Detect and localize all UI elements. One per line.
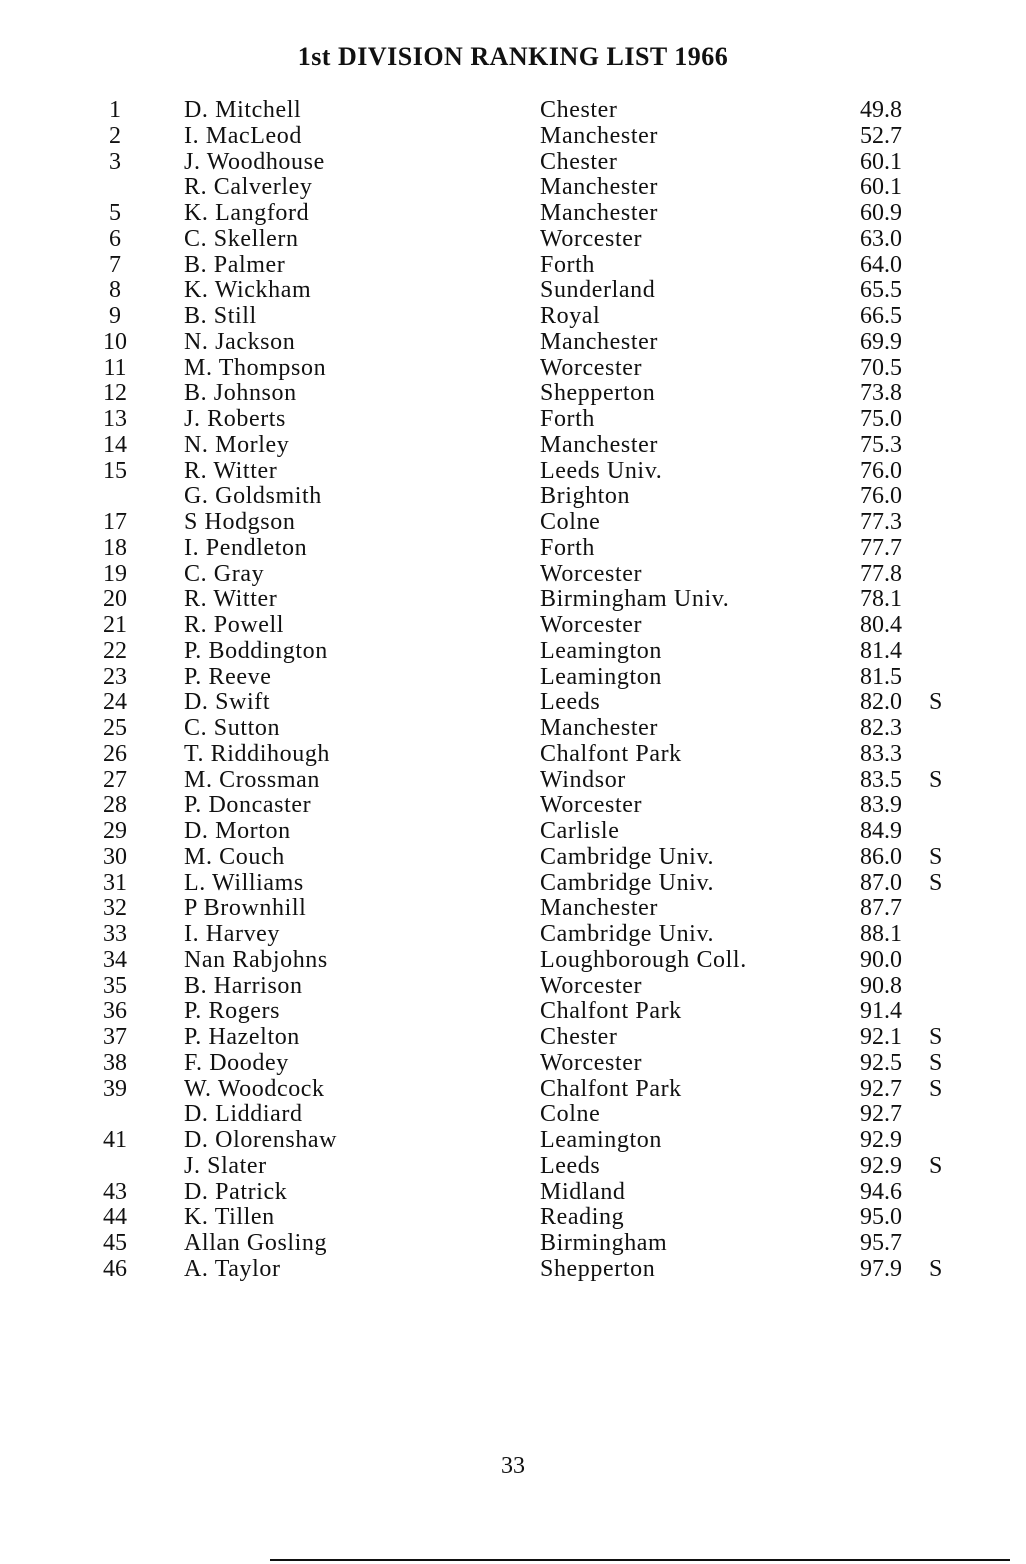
name-cell: N. Jackson — [184, 328, 296, 355]
table-row — [0, 665, 1026, 691]
table-row — [0, 407, 1026, 433]
club-cell: Loughborough Coll. — [540, 946, 747, 973]
name-cell: C. Gray — [184, 560, 265, 587]
name-cell: D. Mitchell — [184, 97, 302, 123]
table-row — [0, 1231, 1026, 1257]
name-cell: D. Swift — [184, 689, 271, 716]
table-row — [0, 98, 1026, 124]
table-row — [0, 278, 1026, 304]
table-row — [0, 716, 1026, 742]
rank-cell: 38 — [103, 1049, 127, 1076]
club-cell: Manchester — [540, 200, 658, 226]
score-cell: 95.7 — [860, 1230, 902, 1256]
rank-cell: 22 — [103, 637, 127, 664]
club-cell: Manchester — [540, 431, 658, 458]
club-cell: Windsor — [540, 766, 626, 793]
rank-cell: 7 — [109, 251, 121, 278]
club-cell: Worcester — [540, 560, 643, 587]
name-cell: Allan Gosling — [184, 1230, 328, 1256]
club-cell: Chester — [540, 1024, 618, 1050]
club-cell: Shepperton — [540, 1255, 656, 1282]
club-cell: Manchester — [540, 122, 658, 149]
name-cell: R. Powell — [184, 612, 285, 638]
name-cell: B. Harrison — [184, 972, 303, 999]
score-cell: 88.1 — [860, 921, 902, 947]
rank-cell: 29 — [103, 818, 127, 844]
club-cell: Worcester — [540, 354, 643, 381]
rank-cell: 13 — [103, 406, 127, 432]
name-cell: I. MacLeod — [184, 122, 302, 149]
score-cell: 63.0 — [860, 225, 902, 252]
score-cell: 82.3 — [860, 715, 902, 741]
score-cell: 49.8 — [860, 97, 902, 123]
rank-cell: 2 — [109, 122, 121, 149]
club-cell: Midland — [540, 1178, 626, 1205]
rank-cell: 28 — [103, 792, 127, 819]
name-cell: P. Hazelton — [184, 1024, 300, 1050]
score-cell: 80.4 — [860, 612, 902, 638]
club-cell: Chalfont Park — [540, 998, 682, 1025]
score-cell: 60.9 — [860, 200, 902, 226]
flag-cell: S — [929, 1024, 943, 1050]
score-cell: 84.9 — [860, 818, 902, 844]
name-cell: T. Riddihough — [184, 740, 331, 767]
club-cell: Reading — [540, 1204, 625, 1231]
name-cell: L. Williams — [184, 869, 304, 896]
table-row — [0, 690, 1026, 716]
table-row — [0, 742, 1026, 768]
rank-cell: 18 — [103, 534, 127, 561]
name-cell: A. Taylor — [184, 1255, 281, 1282]
score-cell: 70.5 — [860, 354, 902, 381]
club-cell: Birmingham Univ. — [540, 586, 730, 613]
rank-cell: 23 — [103, 663, 127, 690]
table-row — [0, 768, 1026, 794]
name-cell: K. Wickham — [184, 277, 312, 304]
table-row — [0, 304, 1026, 330]
rank-cell: 17 — [103, 509, 127, 535]
table-row — [0, 793, 1026, 819]
table-row — [0, 974, 1026, 1000]
club-cell: Sunderland — [540, 277, 656, 304]
club-cell: Manchester — [540, 174, 658, 201]
rank-cell: 19 — [103, 560, 127, 587]
rank-cell: 3 — [109, 148, 121, 175]
score-cell: 86.0 — [860, 843, 902, 870]
score-cell: 76.0 — [860, 457, 902, 484]
flag-cell: S — [929, 689, 943, 716]
club-cell: Leeds Univ. — [540, 457, 663, 484]
rank-cell: 44 — [103, 1204, 127, 1231]
rank-cell: 36 — [103, 998, 127, 1025]
score-cell: 92.9 — [860, 1127, 902, 1153]
score-cell: 83.5 — [860, 766, 902, 793]
club-cell: Royal — [540, 303, 601, 329]
table-row — [0, 381, 1026, 407]
table-row — [0, 639, 1026, 665]
score-cell: 82.0 — [860, 689, 902, 716]
table-row — [0, 562, 1026, 588]
club-cell: Forth — [540, 251, 596, 278]
club-cell: Carlisle — [540, 818, 620, 844]
table-row — [0, 356, 1026, 382]
rank-cell: 34 — [103, 946, 127, 973]
table-row — [0, 819, 1026, 845]
table-row — [0, 484, 1026, 510]
table-row — [0, 253, 1026, 279]
score-cell: 77.8 — [860, 560, 902, 587]
club-cell: Forth — [540, 534, 596, 561]
table-row — [0, 948, 1026, 974]
score-cell: 52.7 — [860, 122, 902, 149]
name-cell: D. Patrick — [184, 1178, 288, 1205]
rank-cell: 32 — [103, 895, 127, 922]
name-cell: P. Rogers — [184, 998, 281, 1025]
score-cell: 90.0 — [860, 946, 902, 973]
score-cell: 95.0 — [860, 1204, 902, 1231]
rank-cell: 31 — [103, 869, 127, 896]
club-cell: Leeds — [540, 1152, 601, 1179]
club-cell: Chalfont Park — [540, 1075, 682, 1102]
club-cell: Chalfont Park — [540, 740, 682, 767]
rank-cell: 21 — [103, 612, 127, 638]
score-cell: 77.7 — [860, 534, 902, 561]
table-row — [0, 536, 1026, 562]
table-row — [0, 150, 1026, 176]
name-cell: M. Couch — [184, 843, 285, 870]
club-cell: Worcester — [540, 225, 643, 252]
rank-cell: 8 — [109, 277, 121, 304]
name-cell: M. Crossman — [184, 766, 320, 793]
name-cell: J. Slater — [184, 1152, 267, 1179]
flag-cell: S — [929, 1049, 943, 1076]
score-cell: 87.7 — [860, 895, 902, 922]
score-cell: 66.5 — [860, 303, 902, 329]
name-cell: C. Sutton — [184, 715, 281, 741]
rank-cell: 9 — [109, 303, 121, 329]
club-cell: Cambridge Univ. — [540, 921, 715, 947]
rank-cell: 11 — [103, 354, 127, 381]
name-cell: P. Doncaster — [184, 792, 312, 819]
score-cell: 73.8 — [860, 380, 902, 407]
flag-cell: S — [929, 1255, 943, 1282]
flag-cell: S — [929, 869, 943, 896]
score-cell: 92.5 — [860, 1049, 902, 1076]
table-row — [0, 201, 1026, 227]
score-cell: 94.6 — [860, 1178, 902, 1205]
footer-rule — [270, 1559, 1010, 1561]
table-row — [0, 896, 1026, 922]
rank-cell: 30 — [103, 843, 127, 870]
score-cell: 69.9 — [860, 328, 902, 355]
score-cell: 92.7 — [860, 1101, 902, 1128]
name-cell: K. Langford — [184, 200, 310, 226]
score-cell: 90.8 — [860, 972, 902, 999]
ranking-table — [0, 98, 1026, 1283]
name-cell: M. Thompson — [184, 354, 327, 381]
rank-cell: 26 — [103, 740, 127, 767]
rank-cell: 37 — [103, 1024, 127, 1050]
name-cell: W. Woodcock — [184, 1075, 325, 1102]
club-cell: Leamington — [540, 637, 662, 664]
rank-cell: 41 — [103, 1127, 127, 1153]
score-cell: 75.3 — [860, 431, 902, 458]
score-cell: 81.5 — [860, 663, 902, 690]
name-cell: N. Morley — [184, 431, 290, 458]
table-row — [0, 1128, 1026, 1154]
score-cell: 92.9 — [860, 1152, 902, 1179]
club-cell: Cambridge Univ. — [540, 843, 715, 870]
flag-cell: S — [929, 766, 943, 793]
club-cell: Manchester — [540, 895, 658, 922]
table-row — [0, 1154, 1026, 1180]
table-row — [0, 459, 1026, 485]
score-cell: 92.7 — [860, 1075, 902, 1102]
name-cell: D. Liddiard — [184, 1101, 303, 1128]
page-number: 33 — [501, 1453, 525, 1479]
rank-cell: 5 — [109, 200, 121, 226]
name-cell: P. Reeve — [184, 663, 272, 690]
name-cell: K. Tillen — [184, 1204, 275, 1231]
score-cell: 76.0 — [860, 483, 902, 510]
table-row — [0, 433, 1026, 459]
table-row — [0, 510, 1026, 536]
club-cell: Leamington — [540, 1127, 662, 1153]
club-cell: Worcester — [540, 1049, 643, 1076]
name-cell: I. Harvey — [184, 921, 281, 947]
rank-cell: 25 — [103, 715, 127, 741]
score-cell: 83.3 — [860, 740, 902, 767]
club-cell: Chester — [540, 97, 618, 123]
score-cell: 92.1 — [860, 1024, 902, 1050]
rank-cell: 12 — [103, 380, 127, 407]
name-cell: C. Skellern — [184, 225, 299, 252]
club-cell: Forth — [540, 406, 596, 432]
name-cell: P. Boddington — [184, 637, 328, 664]
page-title: 1st DIVISION RANKING LIST 1966 — [297, 42, 729, 71]
rank-cell: 6 — [109, 225, 121, 252]
rank-cell: 35 — [103, 972, 127, 999]
score-cell: 60.1 — [860, 148, 902, 175]
score-cell: 60.1 — [860, 174, 902, 201]
name-cell: J. Roberts — [184, 406, 286, 432]
club-cell: Chester — [540, 148, 618, 175]
name-cell: Nan Rabjohns — [184, 946, 328, 973]
flag-cell: S — [929, 843, 943, 870]
club-cell: Worcester — [540, 972, 643, 999]
score-cell: 81.4 — [860, 637, 902, 664]
score-cell: 77.3 — [860, 509, 902, 535]
table-row — [0, 871, 1026, 897]
table-row — [0, 1205, 1026, 1231]
score-cell: 97.9 — [860, 1255, 902, 1282]
table-row — [0, 1102, 1026, 1128]
rank-cell: 1 — [109, 97, 121, 123]
table-row — [0, 613, 1026, 639]
club-cell: Leeds — [540, 689, 601, 716]
club-cell: Brighton — [540, 483, 631, 510]
table-row — [0, 1180, 1026, 1206]
club-cell: Cambridge Univ. — [540, 869, 715, 896]
name-cell: J. Woodhouse — [184, 148, 325, 175]
score-cell: 91.4 — [860, 998, 902, 1025]
flag-cell: S — [929, 1075, 943, 1102]
table-row — [0, 587, 1026, 613]
name-cell: R. Witter — [184, 457, 278, 484]
score-cell: 87.0 — [860, 869, 902, 896]
name-cell: S Hodgson — [184, 509, 296, 535]
score-cell: 83.9 — [860, 792, 902, 819]
score-cell: 78.1 — [860, 586, 902, 613]
rank-cell: 45 — [103, 1230, 127, 1256]
table-row — [0, 1051, 1026, 1077]
score-cell: 75.0 — [860, 406, 902, 432]
rank-cell: 27 — [103, 766, 127, 793]
rank-cell: 15 — [103, 457, 127, 484]
name-cell: B. Palmer — [184, 251, 286, 278]
rank-cell: 24 — [103, 689, 127, 716]
rank-cell: 39 — [103, 1075, 127, 1102]
table-row — [0, 845, 1026, 871]
club-cell: Birmingham — [540, 1230, 668, 1256]
score-cell: 64.0 — [860, 251, 902, 278]
table-row — [0, 1077, 1026, 1103]
table-row — [0, 124, 1026, 150]
rank-cell: 10 — [103, 328, 127, 355]
rank-cell: 14 — [103, 431, 127, 458]
table-row — [0, 175, 1026, 201]
rank-cell: 46 — [103, 1255, 127, 1282]
name-cell: D. Morton — [184, 818, 291, 844]
club-cell: Colne — [540, 1101, 601, 1128]
name-cell: R. Witter — [184, 586, 278, 613]
club-cell: Worcester — [540, 612, 643, 638]
name-cell: G. Goldsmith — [184, 483, 322, 510]
name-cell: F. Doodey — [184, 1049, 289, 1076]
name-cell: R. Calverley — [184, 174, 313, 201]
rank-cell: 33 — [103, 921, 127, 947]
flag-cell: S — [929, 1152, 943, 1179]
table-row — [0, 1257, 1026, 1283]
table-row — [0, 999, 1026, 1025]
rank-cell: 20 — [103, 586, 127, 613]
club-cell: Shepperton — [540, 380, 656, 407]
score-cell: 65.5 — [860, 277, 902, 304]
table-row — [0, 922, 1026, 948]
name-cell: B. Johnson — [184, 380, 297, 407]
name-cell: D. Olorenshaw — [184, 1127, 338, 1153]
table-row — [0, 227, 1026, 253]
name-cell: I. Pendleton — [184, 534, 308, 561]
name-cell: B. Still — [184, 303, 257, 329]
club-cell: Colne — [540, 509, 601, 535]
club-cell: Leamington — [540, 663, 662, 690]
table-row — [0, 330, 1026, 356]
club-cell: Manchester — [540, 328, 658, 355]
rank-cell: 43 — [103, 1178, 127, 1205]
club-cell: Manchester — [540, 715, 658, 741]
table-row — [0, 1025, 1026, 1051]
name-cell: P Brownhill — [184, 895, 307, 922]
club-cell: Worcester — [540, 792, 643, 819]
